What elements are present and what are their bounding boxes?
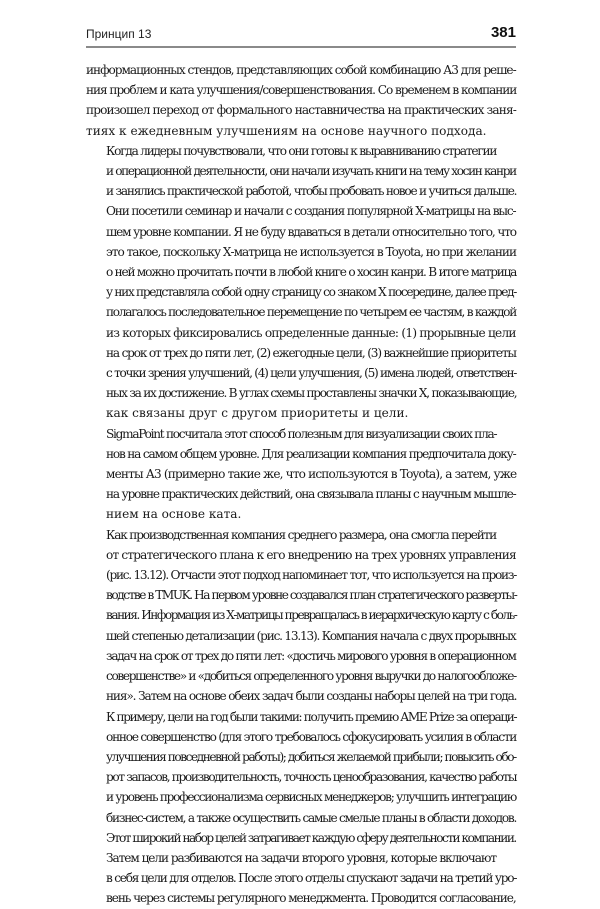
text-line: это такое, поскольку Х-матрица не используется в Toyota, но при желании — [106, 244, 517, 259]
text-line: бизнес-систем, а также осуществить самые смелые планы в области доходов. — [106, 810, 517, 825]
text-line: ния». Затем на основе обеих задач были созданы наборы целей на три года. — [106, 689, 517, 704]
text-line: и занялись практической работой, чтобы пробовать новое и учиться дальше. — [106, 184, 517, 199]
text-line: на уровне практических действий, она связывала планы с научным мышле- — [106, 487, 516, 502]
paragraph — [86, 848, 516, 909]
text-line: на срок от трех до пяти лет, (2) ежегодные цели, (3) важнейшие приоритеты — [106, 345, 516, 360]
text-line: Они посетили семинар и начали с создания популярной Х-матрицы на выс- — [106, 204, 516, 219]
text-line: Как производственная компания среднего размера, она смогла перейти — [106, 527, 497, 542]
text-line: рот запасов, производительность, точность ценообразования, качество работы — [106, 770, 517, 785]
text-line: онное совершенство (для этого требовалось сфокусировать усилия в области — [106, 729, 517, 744]
text-line: у них представляла собой одну страницу со знаком Х посередине, далее пред- — [106, 285, 517, 300]
body-text — [86, 60, 516, 909]
text-line: ных за их достижение. В углах схемы проставлены значки Х, показывающие, — [106, 386, 517, 401]
text-line: нием на основе ката. — [106, 507, 242, 522]
text-line: совершенстве» и «добиться определенного уровня выручки до налогообложе- — [106, 669, 516, 684]
text-line: задач на срок от трех до пяти лет: «достичь мирового уровня в операционном — [106, 648, 516, 663]
text-line: произошел переход от формального наставничества на практических заня- — [86, 103, 517, 118]
text-line: Затем цели разбиваются на задачи второго уровня, которые включают — [106, 850, 496, 865]
text-line: Этот широкий набор целей затрагивает каждую сферу деятельности компании. — [106, 830, 516, 845]
text-line: менты А3 (примерно такие же, что используются в Toyota), а затем, уже — [106, 467, 517, 482]
running-header — [86, 24, 516, 48]
text-line: (рис. 13.12). Отчасти этот подход напоминает тот, что используется на произ- — [106, 568, 517, 583]
text-line: и операционной деятельности, они начали изучать книги на тему хосин канри — [106, 164, 516, 179]
text-line: из которых фиксировались определенные данные: (1) прорывные цели — [106, 325, 516, 340]
text-line: о ней можно прочитать почти в любой книге о хосин канри. В итоге матрица — [106, 265, 517, 280]
paragraph — [86, 60, 516, 141]
text-line: с точки зрения улучшений, (4) цели улучшения, (5) имена людей, ответствен- — [106, 366, 517, 381]
text-line: ния проблем и ката улучшения/совершенствования. Со временем в компании — [86, 83, 517, 98]
text-line: вания. Информация из Х-матрицы превращалась в иерархическую карту с боль- — [106, 608, 517, 623]
text-line: улучшения повседневной работы); добиться желаемой прибыли; повысить обо- — [106, 749, 516, 764]
text-line: водстве в TMUK. На первом уровне создавался план стратегического разверты- — [106, 588, 517, 603]
page-number: 381 — [490, 24, 516, 41]
text-line: вень через системы регулярного менеджмента. Проводится согласование, — [106, 891, 516, 906]
text-line: в себя цели для отделов. После этого отделы спускают задачи на третий уро- — [106, 871, 517, 886]
text-line: SigmaPoint посчитала этот способ полезным для визуализации своих пла- — [106, 426, 497, 441]
paragraph — [86, 424, 516, 525]
paragraph — [86, 141, 516, 424]
text-line: и уровень профессионализма сервисных менеджеров; улучшить интеграцию — [106, 790, 517, 805]
text-line: как связаны друг с другом приоритеты и цели. — [106, 406, 409, 421]
text-line: К примеру, цели на год были такими: получить премию AME Prize за операци- — [106, 709, 517, 724]
text-line: нов на самом общем уровне. Для реализации компания предпочитала доку- — [106, 446, 516, 461]
text-line: от стратегического плана к его внедрению на трех уровнях управления — [106, 547, 516, 562]
text-line: шем уровне компании. Я не буду вдаваться в детали относительно того, что — [106, 224, 516, 239]
text-line: тиях к ежедневным улучшениям на основе научного подхода. — [86, 123, 487, 138]
text-line: шей степенью детализации (рис. 13.13). Компания начала с двух прорывных — [106, 628, 516, 643]
text-line: Когда лидеры почувствовали, что они готовы к выравниванию стратегии — [106, 143, 497, 158]
paragraph — [86, 525, 516, 848]
section-title: Принцип 13 — [86, 27, 152, 41]
text-line: полагалось последовательное перемещение по четырем ее частям, в каждой — [106, 305, 516, 320]
text-line: информационных стендов, представляющих собой комбинацию А3 для реше- — [86, 63, 516, 77]
